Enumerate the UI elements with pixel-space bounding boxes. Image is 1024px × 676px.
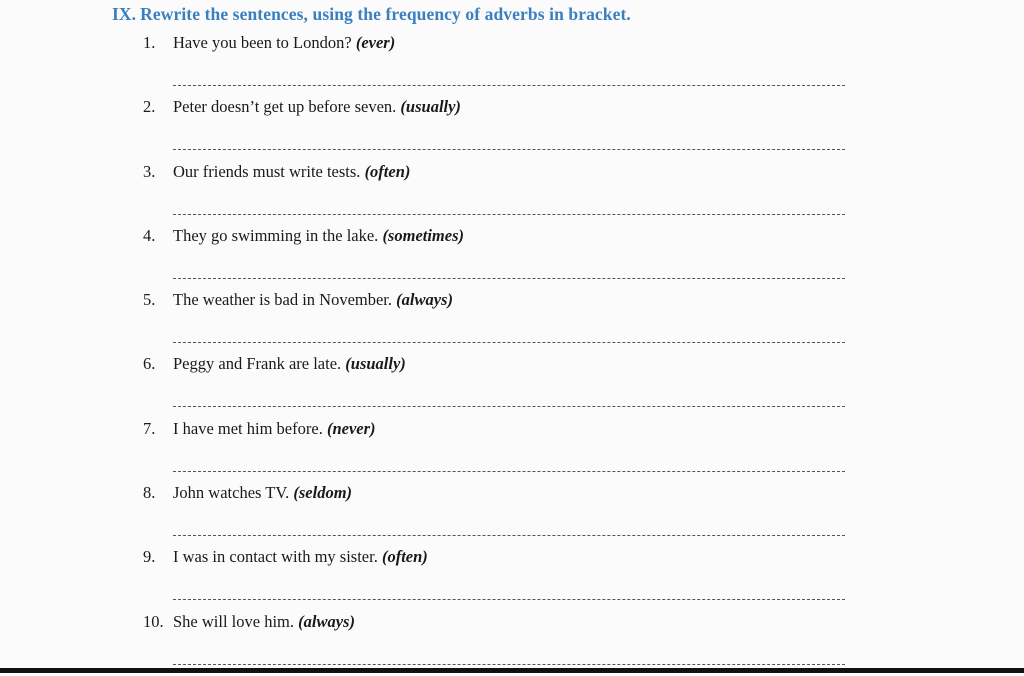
item-adverb: (usually) (400, 97, 461, 117)
answer-line[interactable] (173, 599, 845, 600)
answer-line[interactable] (173, 664, 845, 665)
list-item (143, 612, 863, 676)
list-item (143, 547, 863, 611)
answer-line[interactable] (173, 278, 845, 279)
answer-line[interactable] (173, 406, 845, 407)
item-sentence: They go swimming in the lake. (173, 225, 379, 245)
item-number: 3. (143, 161, 156, 181)
item-number: 4. (143, 225, 156, 245)
answer-line[interactable] (173, 214, 845, 215)
item-number: 8. (143, 483, 156, 503)
item-adverb: (often) (381, 547, 428, 567)
item-number: 6. (143, 354, 156, 374)
item-sentence: Have you been to London? (173, 33, 352, 52)
answer-line[interactable] (173, 342, 845, 343)
bottom-border (0, 668, 1024, 673)
item-adverb: (usually) (345, 354, 406, 374)
exercise-list (143, 33, 863, 676)
list-item (143, 354, 863, 418)
item-adverb: (sometimes) (382, 225, 465, 245)
item-number: 7. (143, 418, 156, 438)
item-number: 2. (143, 97, 156, 117)
item-sentence: I have met him before. (173, 418, 323, 438)
answer-line[interactable] (173, 85, 845, 86)
item-adverb: (always) (396, 290, 453, 310)
list-item (143, 162, 863, 226)
list-item (143, 419, 863, 483)
list-item (143, 290, 863, 354)
item-adverb: (never) (326, 418, 376, 438)
list-item (143, 97, 863, 161)
exercise-number: IX. (112, 4, 137, 24)
item-number: 9. (143, 547, 156, 567)
item-sentence: Peggy and Frank are late. (173, 354, 342, 374)
answer-line[interactable] (173, 471, 845, 472)
item-number: 10. (143, 611, 164, 631)
item-number: 1. (143, 33, 156, 52)
item-adverb: (often) (364, 161, 411, 181)
item-sentence: Our friends must write tests. (173, 161, 361, 181)
item-sentence: John watches TV. (173, 483, 290, 503)
answer-line[interactable] (173, 535, 845, 536)
exercise-heading (112, 4, 631, 25)
exercise-instruction: Rewrite the sentences, using the frequency of adverbs in bracket. (140, 4, 631, 24)
list-item (143, 483, 863, 547)
item-adverb: (always) (298, 611, 355, 631)
list-item (143, 33, 863, 97)
item-sentence: Peter doesn’t get up before seven. (173, 97, 397, 117)
item-adverb: (ever) (355, 33, 396, 52)
item-adverb: (seldom) (293, 483, 353, 503)
item-sentence: The weather is bad in November. (173, 290, 393, 310)
list-item (143, 226, 863, 290)
answer-line[interactable] (173, 149, 845, 150)
item-number: 5. (143, 290, 156, 310)
item-sentence: I was in contact with my sister. (173, 547, 378, 567)
item-sentence: She will love him. (173, 611, 294, 631)
